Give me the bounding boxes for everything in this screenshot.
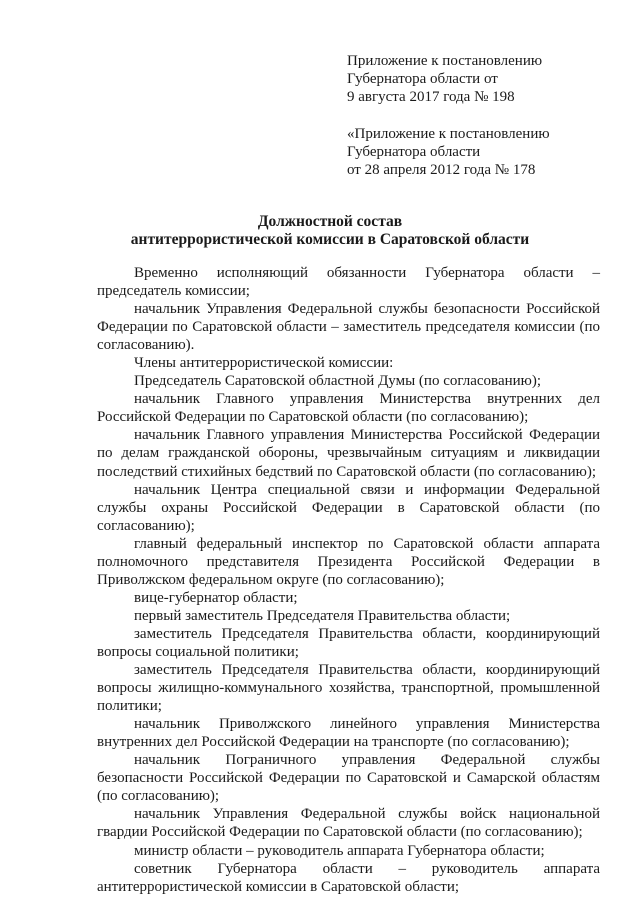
list-item: Члены антитеррористической комиссии: [134, 355, 394, 372]
list-item: начальник Пограничного управления Федеральной службы безопасности Российской Федерации по Саратовской и Самарской областям (по согласованию); [97, 752, 600, 805]
list-item: начальник Управления Федеральной службы войск национальной гвардии Российской Федерации по Саратовской области (по согласованию); [97, 806, 600, 841]
list-item: начальник Главного управления Министерства Российской Федерации по делам гражданской обороны, чрезвычайным ситуациям и ликвидации последствий стихийных бедствий по Саратовской области (по согласованию); [97, 427, 600, 480]
composition-list [97, 264, 600, 896]
annex-line: «Приложение к постановлению [347, 126, 550, 142]
list-item: советник Губернатора области – руководитель аппарата антитеррористической комиссии в Саратовской области; [97, 860, 600, 895]
annex-line: 9 августа 2017 года № 198 [347, 89, 515, 105]
list-item: начальник Главного управления Министерства внутренних дел Российской Федерации по Саратовской области (по согласованию); [97, 391, 600, 426]
annex-line: Приложение к постановлению [347, 53, 543, 69]
list-item: первый заместитель Председателя Правительства области; [134, 607, 511, 624]
annex-original-header [347, 125, 617, 179]
annex-line: от 28 апреля 2012 года № 178 [347, 162, 536, 178]
document-title [60, 213, 600, 249]
title-line: Должностной состав [257, 213, 403, 230]
annex-line: Губернатора области [347, 144, 481, 160]
list-item: начальник Управления Федеральной службы безопасности Российской Федерации по Саратовской области – заместитель председателя комиссии (по согласованию). [97, 301, 600, 354]
list-item: главный федеральный инспектор по Саратовской области аппарата полномочного представителя Президента Российской Федерации в Приволжском федеральном округе (по согласованию); [97, 535, 600, 588]
list-item: начальник Приволжского линейного управления Министерства внутренних дел Российской Федерации на транспорте (по согласованию); [97, 716, 600, 751]
title-line: антитеррористической комиссии в Саратовской области [130, 231, 530, 248]
annex-current-header [347, 52, 617, 106]
list-item: Временно исполняющий обязанности Губернатора области – председатель комиссии; [97, 265, 600, 300]
list-item: заместитель Председателя Правительства области, координирующий вопросы жилищно-коммунального хозяйства, транспортной, промышленной политики; [97, 662, 600, 715]
list-item: начальник Центра специальной связи и информации Федеральной службы охраны Российской Федерации в Саратовской области (по согласованию); [97, 481, 600, 534]
list-item: вице-губернатор области; [134, 589, 298, 606]
list-item: заместитель Председателя Правительства области, координирующий вопросы социальной политики; [97, 625, 600, 660]
annex-line: Губернатора области от [347, 71, 498, 87]
list-item: Председатель Саратовской областной Думы (по согласованию); [134, 373, 542, 390]
list-item: министр области – руководитель аппарата Губернатора области; [134, 842, 545, 859]
